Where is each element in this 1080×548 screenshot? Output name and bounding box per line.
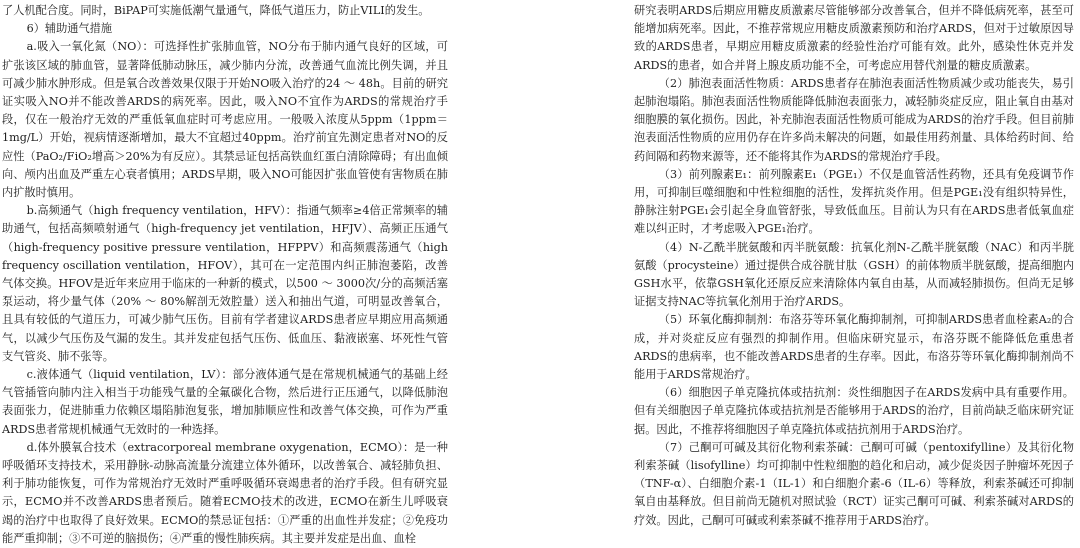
paragraph-glucocorticoid-continued: 研究表明ARDS后期应用糖皮质激素尽管能够部分改善氧合，但并不降低病死率，甚至可能增加病死率。因此，不推荐常规应用糖皮质激素预防和治疗ARDS，但对于过敏原因导致的ARDS患者，早期应用糖皮质激素的经验性治疗可能有效。此外，感染性休克并发ARDS的患者，如合并肾上腺皮质功能不全，可考虑应用替代剂量的糖皮质激素。 bbox=[634, 4, 1074, 72]
paragraph-bipap-intro: 了人机配合度。同时，BiPAP可实施低潮气量通气，降低气道压力，防止VILI的发生。 bbox=[2, 4, 430, 17]
paragraph-pentoxifylline: （7）己酮可可碱及其衍化物利索茶碱：己酮可可碱（pentoxifylline）及其衍化物利索茶碱（lisofylline）均可抑制中性粒细胞的趋化和启动，减少促炎因子肿瘤坏死因子（TNF-α）、白细胞介素-1（IL-1）和白细胞介素-6（IL-6）等释放，利索茶碱还可抑制氧自由基释放。但目前尚无随机对照试验（RCT）证实己酮可可碱、利索茶碱对ARDS的疗效。因此，己酮可可碱或利索茶碱不推荐用于ARDS治疗。 bbox=[634, 440, 1074, 527]
paragraph-cyclooxygenase-inhibitors: （5）环氧化酶抑制剂：布洛芬等环氧化酶抑制剂，可抑制ARDS患者血栓素A₂的合成，并对炎症反应有强烈的抑制作用。但临床研究显示，布洛芬既不能降低危重患者ARDS的患病率，也不能改善ARDS患者的生存率。因此，布洛芬等环氧化酶抑制剂尚不能用于ARDS常规治疗。 bbox=[634, 313, 1074, 382]
paragraph-n-acetylcysteine: （4）N-乙酰半胱氨酸和丙半胱氨酸：抗氧化剂N-乙酰半胱氨酸（NAC）和丙半胱氨酸（procysteine）通过提供合成谷胱甘肽（GSH）的前体物质半胱氨酸，提高细胞内GSH水平，依靠GSH氧化还原反应来清除体内氧自由基，从而减轻肺损伤。但尚无足够证据支持NAC等抗氧化剂用于治疗ARDS。 bbox=[634, 240, 1074, 309]
left-text-column bbox=[2, 2, 448, 545]
paragraph-inhaled-nitric-oxide: a.吸入一氧化氮（NO）：可选择性扩张肺血管，NO分布于肺内通气良好的区域，可扩张该区域的肺血管，显著降低肺动脉压，减少肺内分流，改善通气血流比例失调，并且可减少肺水肿形成。但是氧合改善效果仅限于开始NO吸入治疗的24 ～ 48h。目前的研究证实吸入NO并不能改善ARDS的病死率。因此，吸入NO不宜作为ARDS的常规治疗手段，仅在一般治疗无效的严重低氧血症时可考虑应用。一般吸入浓度从5ppm（1ppm＝1mg/L）开始，视病情逐渐增加，最大不宜超过40ppm。治疗前宜先测定患者对NO的反应性（PaO₂/FiO₂增高＞20%为有反应）。其禁忌证包括高铁血红蛋白清除障碍；有出血倾向、颅内出血及严重左心衰者慎用；ARDS早期，吸入NO可能因扩张血管使有害物质在肺内扩散时慎用。 bbox=[2, 40, 448, 200]
paragraph-ecmo: d.体外膜氧合技术（extracorporeal membrane oxygenation，ECMO）：是一种呼吸循环支持技术，采用静脉-动脉高流量分流建立体外循环，以改善氧合、减轻肺负担、利于肺功能恢复，可作为常规治疗无效时严重呼吸循环衰竭患者的治疗手段。但有研究显示，ECMO并不改善ARDS患者预后。随着ECMO技术的改进，ECMO在新生儿呼吸衰竭的治疗中也取得了良好效果。ECMO的禁忌证包括：①严重的出血性并发症；②免疫功能严重抑制；③不可逆的脑损伤；④严重的慢性肺疾病。其主要并发症是出血、血栓 bbox=[2, 440, 448, 545]
paragraph-prostaglandin-e1: （3）前列腺素E₁：前列腺素E₁（PGE₁）不仅是血管活性药物，还具有免疫调节作用，可抑制巨噬细胞和中性粒细胞的活性，发挥抗炎作用。但是PGE₁没有组织特异性，静脉注射PGE₁会引起全身血管舒张，导致低血压。目前认为只有在ARDS患者低氧血症难以纠正时，才考虑吸入PGE₁治疗。 bbox=[634, 167, 1074, 236]
paragraph-cytokine-antibodies: （6）细胞因子单克隆抗体或拮抗剂：炎性细胞因子在ARDS发病中具有重要作用。但有关细胞因子单克隆抗体或拮抗剂是否能够用于ARDS的治疗，目前尚缺乏临床研究证据。因此，不推荐将细胞因子单克隆抗体或拮抗剂用于ARDS治疗。 bbox=[634, 386, 1074, 436]
paragraph-liquid-ventilation: c.液体通气（liquid ventilation，LV）：部分液体通气是在常规机械通气的基础上经气管插管向肺内注入相当于功能残气量的全氟碳化合物，然后进行正压通气，以降低肺泡表面张力，促进肺重力依赖区塌陷肺泡复张，增加肺顺应性和改善气体交换，可作为严重ARDS患者常规机械通气无效时的一种选择。 bbox=[2, 368, 448, 436]
page-gutter bbox=[450, 0, 630, 519]
paragraph-high-frequency-ventilation: b.高频通气（high frequency ventilation，HFV）：指通气频率≥4倍正常频率的辅助通气，包括高频喷射通气（high-frequency jet ventilation，HFJV）、高频正压通气（high-frequency positive pressure ventilation，HFPPV）和高频震荡通气（high frequency oscillation ventilation，HFOV），其可在一定范围内纠正肺泡萎陷，改善气体交换。HFOV是近年来应用于临床的一种新的模式，以500 ～ 3000次/分的高频活塞泵运动，将少量气体（20% ～ 80%解剖无效腔量）送入和抽出气道，可明显改善氧合，且具有较低的气道压力，可减少肺气压伤。目前有学者建议ARDS患者应早期应用高频通气，以减少气压伤及气漏的发生。其并发症包括气压伤、低血压、黏液嵌塞、坏死性气管支气管炎、肺不张等。 bbox=[2, 204, 448, 363]
right-text-column bbox=[634, 2, 1074, 527]
paragraph-surfactant: （2）肺泡表面活性物质：ARDS患者存在肺泡表面活性物质减少或功能丧失，易引起肺泡塌陷。肺泡表面活性物质能降低肺泡表面张力，减轻肺炎症反应，阻止氧自由基对细胞膜的氧化损伤。因此，补充肺泡表面活性物质可能成为ARDS的治疗手段。但目前肺泡表面活性物质的应用仍存在许多尚未解决的问题，如最佳用药剂量、具体给药时间、给药间隔和药物来源等，还不能将其作为ARDS的常规治疗手段。 bbox=[634, 76, 1074, 163]
section-heading-assisted-ventilation: 6）辅助通气措施 bbox=[26, 22, 113, 36]
